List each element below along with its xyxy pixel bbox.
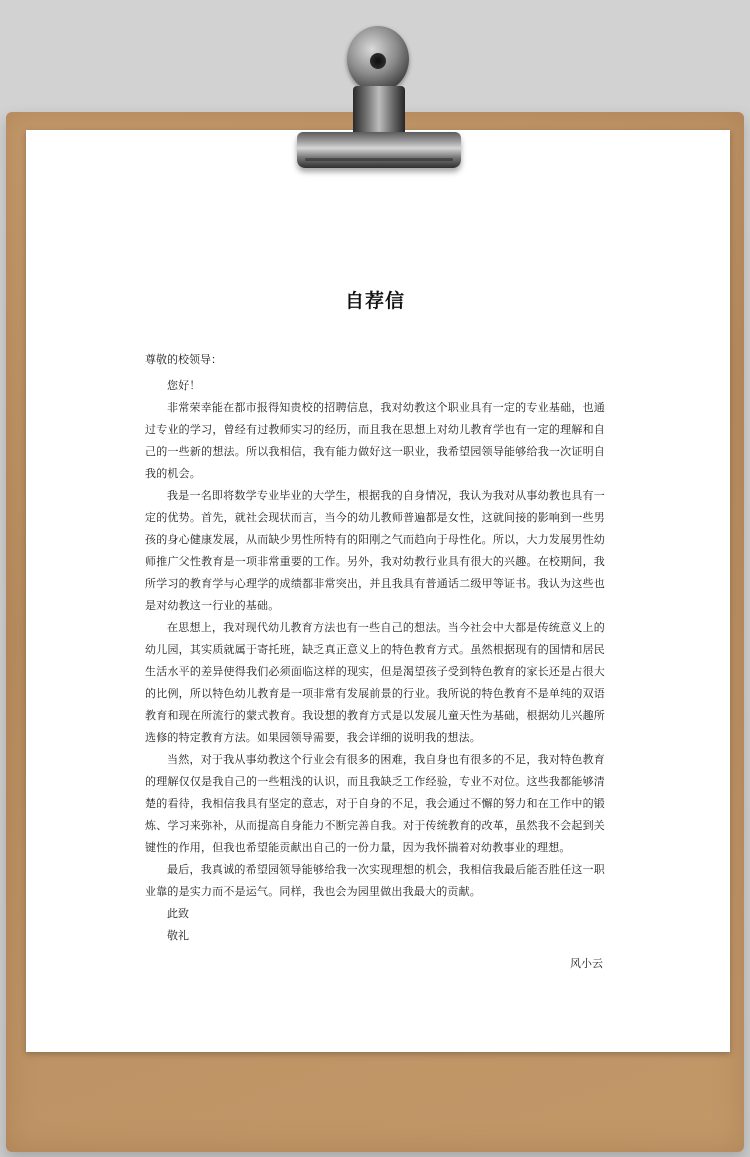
clip-hole [370, 53, 386, 69]
letter-paragraph: 在思想上，我对现代幼儿教育方法也有一些自己的想法。当今社会中大都是传统意义上的幼儿园，其实质就属于寄托班，缺乏真正意义上的特色教育方式。虽然根据现有的国情和居民生活水平的差异使得我们必须面临这样的现实，但是渴望孩子受到特色教育的家长还是占很大的比例，所以特色幼儿教育是一项非常有发展前景的行业。我所说的特色教育不是单纯的双语教育和现在所流行的蒙式教育。我设想的教育方式是以发展儿童天性为基础，根据幼儿兴趣所选修的特定教育方法。如果园领导需要，我会详细的说明我的想法。 [145, 621, 605, 744]
letter-paragraph: 我是一名即将数学专业毕业的大学生，根据我的自身情况，我认为我对从事幼教也具有一定的优势。首先，就社会现状而言，当今的幼儿教师普遍都是女性，这就间接的影响到一些男孩的身心健康发展，从而缺少男性所特有的阳刚之气而趋向于母性化。所以，大力发展男性幼师推广父性教育是一项非常重要的工作。另外，我对幼教行业具有很大的兴趣。在校期间，我所学习的教育学与心理学的成绩都非常突出，并且我具有普通话二级甲等证书。我认为这些也是对幼教这一行业的基础。 [145, 489, 605, 612]
letter-paragraph: 当然，对于我从事幼教这个行业会有很多的困难，我自身也有很多的不足，我对特色教育的理解仅仅是我自己的一些粗浅的认识，而且我缺乏工作经验，专业不对位。这些我都能够清楚的看待，我相信我具有坚定的意志，对于自身的不足，我会通过不懈的努力和在工作中的锻炼、学习来弥补，从而提高自身能力不断完善自我。对于传统教育的改革，虽然我不会起到关键性的作用，但我也希望能贡献出自己的一份力量，因为我怀揣着对幼教事业的理想。 [145, 753, 605, 854]
letter-paragraph: 非常荣幸能在都市报得知贵校的招聘信息，我对幼教这个职业具有一定的专业基础，也通过专业的学习，曾经有过教师实习的经历，而且我在思想上对幼儿教育学也有一定的理解和自己的一些新的想法。所以我相信，我有能力做好这一职业，我希望园领导能够给我一次证明自我的机会。 [145, 401, 605, 480]
letter-title: 自荐信 [344, 290, 405, 312]
letter-closing-1: 此致 [167, 907, 189, 920]
letter-signature: 风小云 [570, 957, 603, 970]
letter-greeting: 您好！ [167, 379, 201, 392]
cover-letter [145, 286, 605, 986]
letter-paragraph: 最后，我真诚的希望园领导能够给我一次实现理想的机会，我相信我最后能否胜任这一职业靠的是实力而不是运气。同样，我也会为园里做出我最大的贡献。 [145, 863, 605, 898]
letter-salutation: 尊敬的校领导： [145, 353, 222, 366]
letter-closing-2: 敬礼 [167, 929, 189, 942]
clip-ring [347, 26, 409, 92]
